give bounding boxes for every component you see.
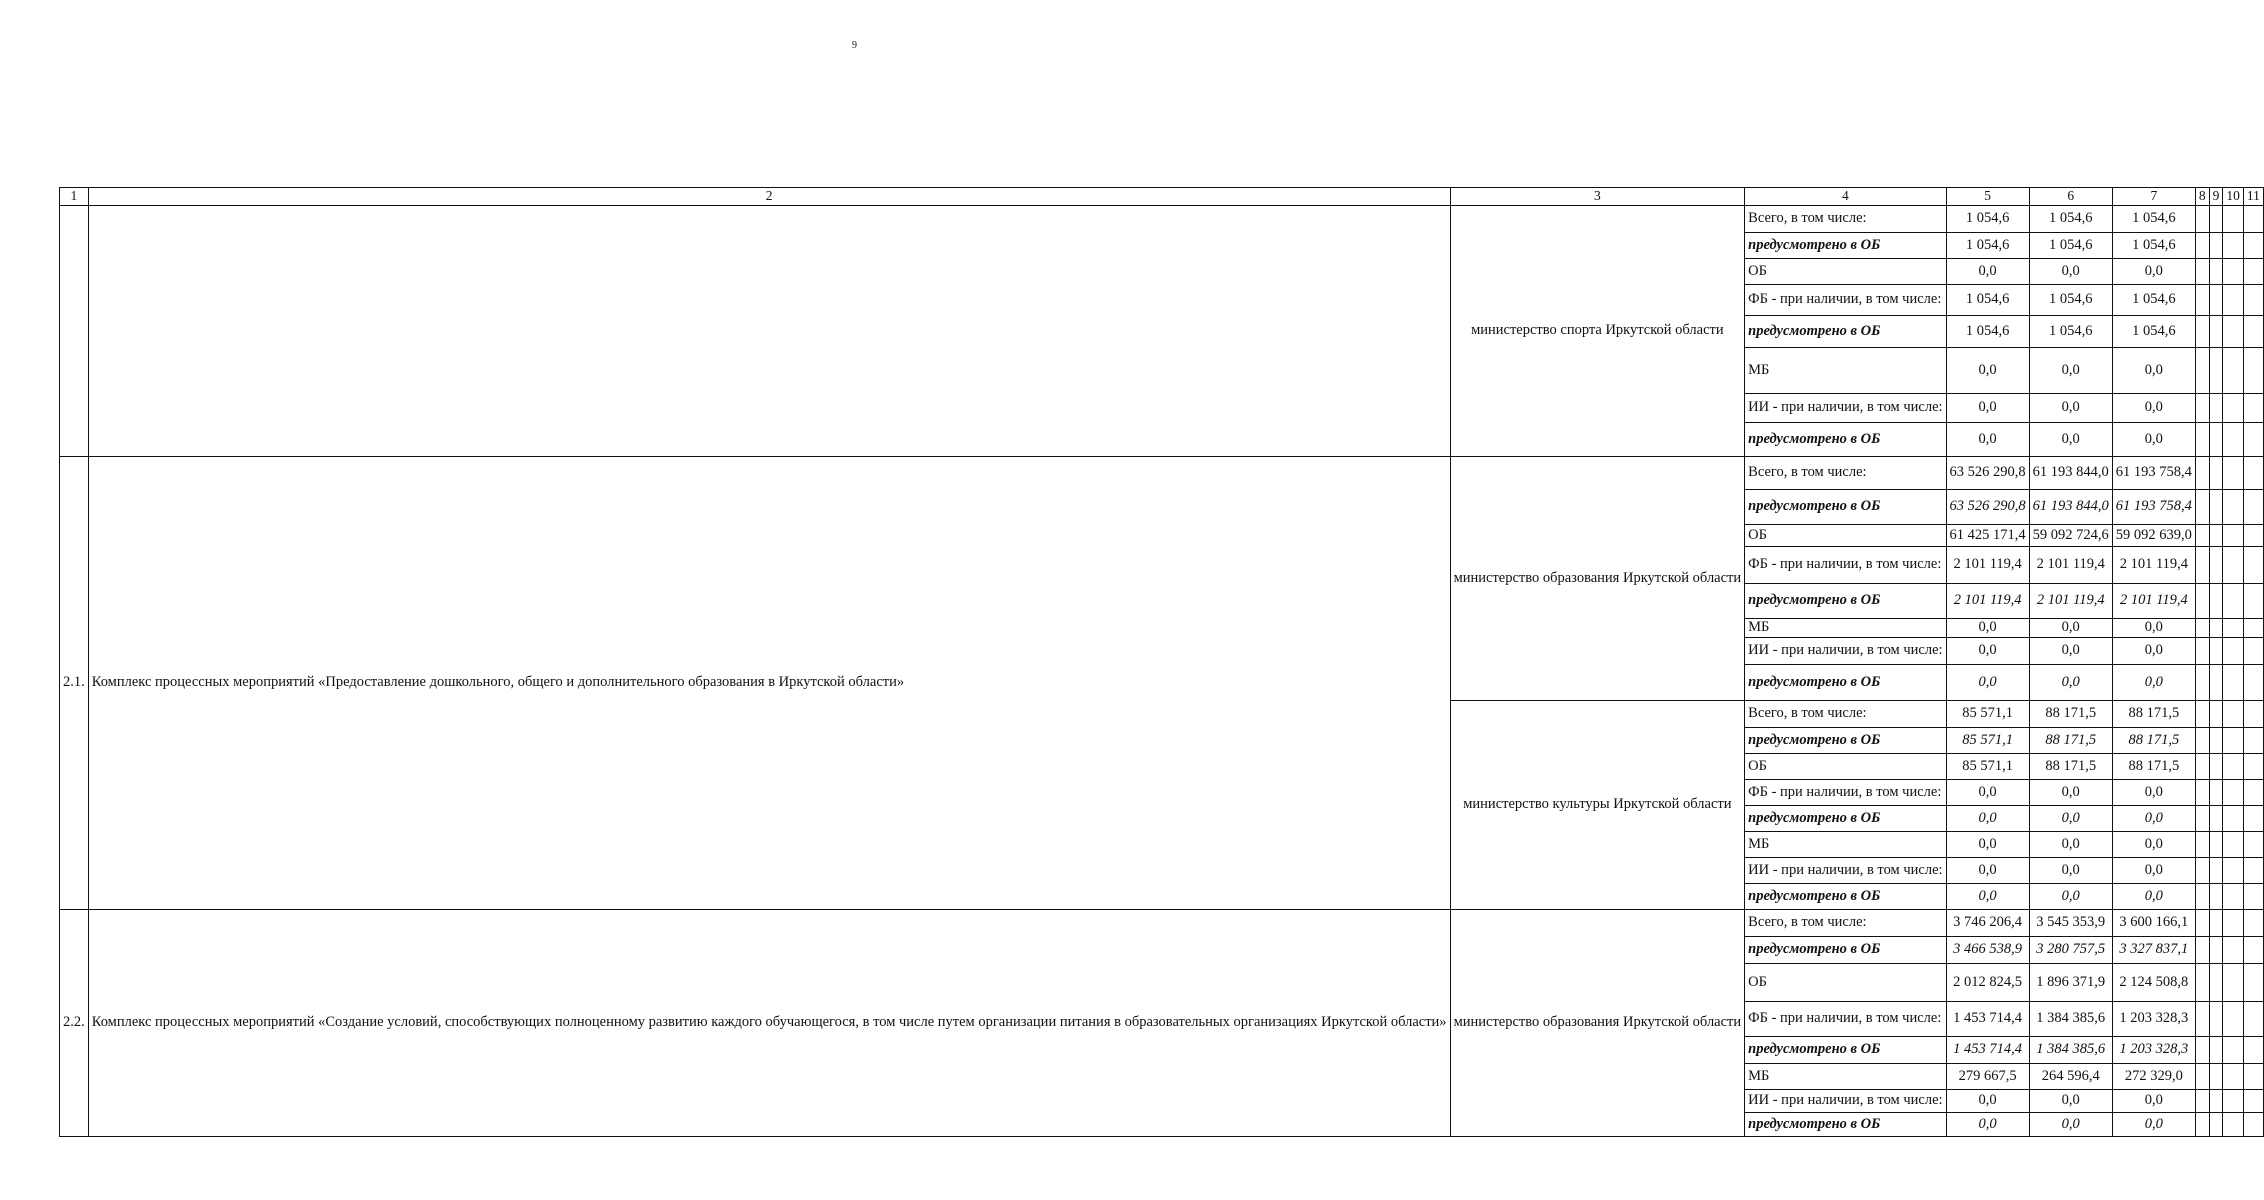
empty-cell [2243,754,2263,780]
empty-cell [2223,490,2244,525]
amount-year-2: 1 896 371,9 [2029,964,2112,1002]
empty-cell [2209,910,2223,937]
amount-year-1: 85 571,1 [1946,754,2029,780]
amount-year-3: 2 124 508,8 [2112,964,2195,1002]
empty-cell [2223,754,2244,780]
amount-year-1: 0,0 [1946,394,2029,423]
amount-year-2: 59 092 724,6 [2029,525,2112,547]
empty-cell [2195,701,2209,728]
empty-cell [2195,1113,2209,1137]
empty-cell [2195,665,2209,701]
amount-year-3: 0,0 [2112,638,2195,665]
empty-cell [2195,584,2209,619]
empty-cell [2209,619,2223,638]
empty-cell [2243,457,2263,490]
empty-cell [2195,728,2209,754]
empty-cell [2223,547,2244,584]
program-name: Комплекс процессных мероприятий «Предоставление дошкольного, общего и дополнительного образования в Иркутской области» [88,457,1450,910]
funding-source-label: ОБ [1745,754,1946,780]
empty-cell [2195,619,2209,638]
empty-cell [2209,285,2223,316]
empty-cell [2195,937,2209,964]
empty-cell [2243,937,2263,964]
amount-year-3: 88 171,5 [2112,701,2195,728]
table-row [60,457,2264,490]
amount-year-2: 0,0 [2029,394,2112,423]
amount-year-3: 88 171,5 [2112,754,2195,780]
amount-year-2: 88 171,5 [2029,728,2112,754]
amount-year-1: 85 571,1 [1946,701,2029,728]
empty-cell [2243,910,2263,937]
empty-cell [2209,638,2223,665]
empty-cell [2243,858,2263,884]
empty-cell [2223,1113,2244,1137]
column-number: 2 [88,188,1450,206]
empty-cell [2209,394,2223,423]
table-row [60,206,2264,233]
empty-cell [2223,619,2244,638]
empty-cell [2223,584,2244,619]
amount-year-1: 1 054,6 [1946,285,2029,316]
funding-source-label: ОБ [1745,525,1946,547]
amount-year-1: 1 453 714,4 [1946,1002,2029,1037]
column-number: 6 [2029,188,2112,206]
empty-cell [2223,665,2244,701]
empty-cell [2195,910,2209,937]
empty-cell [2195,233,2209,259]
amount-year-2: 0,0 [2029,619,2112,638]
amount-year-2: 1 054,6 [2029,206,2112,233]
amount-year-2: 0,0 [2029,638,2112,665]
empty-cell [2243,547,2263,584]
empty-cell [2223,884,2244,910]
empty-cell [2209,665,2223,701]
empty-cell [2243,206,2263,233]
amount-year-2: 0,0 [2029,348,2112,394]
amount-year-3: 0,0 [2112,832,2195,858]
empty-cell [2223,259,2244,285]
amount-year-1: 63 526 290,8 [1946,490,2029,525]
amount-year-1: 1 054,6 [1946,233,2029,259]
empty-cell [2243,1113,2263,1137]
empty-cell [2209,1002,2223,1037]
empty-cell [2195,394,2209,423]
funding-source-label: МБ [1745,348,1946,394]
empty-cell [2209,754,2223,780]
empty-cell [2243,728,2263,754]
table-row [60,910,2264,937]
empty-cell [2223,394,2244,423]
empty-cell [2195,206,2209,233]
empty-cell [2243,233,2263,259]
amount-year-1: 1 054,6 [1946,206,2029,233]
empty-cell [2209,884,2223,910]
empty-cell [2195,832,2209,858]
funding-source-label: Всего, в том числе: [1745,206,1946,233]
amount-year-3: 61 193 758,4 [2112,457,2195,490]
empty-cell [2223,701,2244,728]
funding-source-label: МБ [1745,619,1946,638]
empty-cell [2223,937,2244,964]
empty-cell [2209,1090,2223,1113]
empty-cell [2209,423,2223,457]
funding-source-label: предусмотрено в ОБ [1745,728,1946,754]
funding-source-label: ИИ - при наличии, в том числе: [1745,394,1946,423]
amount-year-1: 0,0 [1946,259,2029,285]
empty-cell [2223,910,2244,937]
amount-year-2: 61 193 844,0 [2029,457,2112,490]
empty-cell [2243,1037,2263,1064]
responsible-executor: министерство культуры Иркутской области [1450,701,1745,910]
page-number: 9 [852,40,857,51]
funding-source-label: ОБ [1745,964,1946,1002]
amount-year-3: 0,0 [2112,665,2195,701]
column-number-row [60,188,2264,206]
empty-cell [2223,423,2244,457]
amount-year-1: 0,0 [1946,348,2029,394]
empty-cell [2243,832,2263,858]
amount-year-3: 3 327 837,1 [2112,937,2195,964]
empty-cell [2195,858,2209,884]
amount-year-2: 0,0 [2029,259,2112,285]
amount-year-1: 0,0 [1946,806,2029,832]
funding-source-label: МБ [1745,832,1946,858]
amount-year-3: 2 101 119,4 [2112,547,2195,584]
amount-year-1: 0,0 [1946,858,2029,884]
empty-cell [2243,638,2263,665]
amount-year-3: 0,0 [2112,619,2195,638]
amount-year-1: 0,0 [1946,832,2029,858]
empty-cell [2195,285,2209,316]
amount-year-2: 0,0 [2029,665,2112,701]
empty-cell [2209,547,2223,584]
item-number [60,206,89,457]
column-number: 5 [1946,188,2029,206]
empty-cell [2209,259,2223,285]
empty-cell [2209,701,2223,728]
responsible-executor: министерство образования Иркутской области [1450,910,1745,1137]
amount-year-2: 0,0 [2029,858,2112,884]
empty-cell [2195,259,2209,285]
amount-year-2: 1 054,6 [2029,316,2112,348]
empty-cell [2223,316,2244,348]
empty-cell [2209,806,2223,832]
empty-cell [2209,832,2223,858]
funding-source-label: ФБ - при наличии, в том числе: [1745,780,1946,806]
empty-cell [2209,348,2223,394]
amount-year-3: 0,0 [2112,806,2195,832]
empty-cell [2195,1064,2209,1090]
empty-cell [2209,728,2223,754]
amount-year-1: 1 054,6 [1946,316,2029,348]
amount-year-3: 0,0 [2112,259,2195,285]
empty-cell [2195,638,2209,665]
empty-cell [2209,457,2223,490]
funding-source-label: предусмотрено в ОБ [1745,316,1946,348]
column-number: 10 [2223,188,2244,206]
empty-cell [2243,964,2263,1002]
amount-year-3: 0,0 [2112,394,2195,423]
column-number: 1 [60,188,89,206]
empty-cell [2243,423,2263,457]
amount-year-3: 1 203 328,3 [2112,1037,2195,1064]
funding-source-label: Всего, в том числе: [1745,457,1946,490]
program-name [88,206,1450,457]
amount-year-1: 279 667,5 [1946,1064,2029,1090]
amount-year-2: 61 193 844,0 [2029,490,2112,525]
empty-cell [2209,316,2223,348]
empty-cell [2223,638,2244,665]
empty-cell [2223,832,2244,858]
amount-year-1: 0,0 [1946,619,2029,638]
funding-source-label: Всего, в том числе: [1745,910,1946,937]
amount-year-1: 63 526 290,8 [1946,457,2029,490]
empty-cell [2243,490,2263,525]
item-number: 2.2. [60,910,89,1137]
funding-source-label: предусмотрено в ОБ [1745,1037,1946,1064]
empty-cell [2243,316,2263,348]
empty-cell [2223,348,2244,394]
amount-year-2: 1 384 385,6 [2029,1002,2112,1037]
empty-cell [2223,806,2244,832]
empty-cell [2209,490,2223,525]
amount-year-1: 0,0 [1946,884,2029,910]
amount-year-2: 1 054,6 [2029,233,2112,259]
empty-cell [2223,964,2244,1002]
amount-year-2: 1 384 385,6 [2029,1037,2112,1064]
amount-year-2: 0,0 [2029,1090,2112,1113]
empty-cell [2243,525,2263,547]
amount-year-3: 0,0 [2112,884,2195,910]
amount-year-2: 88 171,5 [2029,754,2112,780]
empty-cell [2223,1090,2244,1113]
amount-year-2: 264 596,4 [2029,1064,2112,1090]
empty-cell [2209,525,2223,547]
column-number: 8 [2195,188,2209,206]
amount-year-1: 3 746 206,4 [1946,910,2029,937]
empty-cell [2195,457,2209,490]
empty-cell [2223,525,2244,547]
empty-cell [2223,1064,2244,1090]
empty-cell [2195,348,2209,394]
empty-cell [2195,780,2209,806]
amount-year-1: 0,0 [1946,423,2029,457]
empty-cell [2223,1037,2244,1064]
empty-cell [2243,619,2263,638]
empty-cell [2243,1002,2263,1037]
program-name: Комплекс процессных мероприятий «Создание условий, способствующих полноценному развитию каждого обучающегося, в том числе путем организации питания в образовательных организациях Иркутской области» [88,910,1450,1137]
empty-cell [2223,1002,2244,1037]
funding-source-label: ИИ - при наличии, в том числе: [1745,1090,1946,1113]
amount-year-2: 0,0 [2029,806,2112,832]
funding-source-label: предусмотрено в ОБ [1745,233,1946,259]
empty-cell [2243,701,2263,728]
funding-source-label: предусмотрено в ОБ [1745,423,1946,457]
column-number: 11 [2243,188,2263,206]
empty-cell [2223,728,2244,754]
empty-cell [2195,964,2209,1002]
empty-cell [2195,316,2209,348]
empty-cell [2209,964,2223,1002]
funding-source-label: МБ [1745,1064,1946,1090]
funding-source-label: предусмотрено в ОБ [1745,806,1946,832]
empty-cell [2243,1090,2263,1113]
empty-cell [2209,1037,2223,1064]
empty-cell [2195,547,2209,584]
amount-year-1: 2 012 824,5 [1946,964,2029,1002]
empty-cell [2243,884,2263,910]
empty-cell [2209,780,2223,806]
empty-cell [2223,285,2244,316]
amount-year-3: 0,0 [2112,858,2195,884]
amount-year-1: 2 101 119,4 [1946,547,2029,584]
empty-cell [2209,206,2223,233]
amount-year-1: 1 453 714,4 [1946,1037,2029,1064]
empty-cell [2243,806,2263,832]
empty-cell [2243,285,2263,316]
amount-year-1: 0,0 [1946,1113,2029,1137]
empty-cell [2195,754,2209,780]
funding-source-label: предусмотрено в ОБ [1745,884,1946,910]
funding-source-label: ОБ [1745,259,1946,285]
empty-cell [2223,206,2244,233]
amount-year-1: 3 466 538,9 [1946,937,2029,964]
amount-year-3: 59 092 639,0 [2112,525,2195,547]
empty-cell [2195,423,2209,457]
funding-source-label: предусмотрено в ОБ [1745,1113,1946,1137]
finance-table [59,187,2264,1137]
empty-cell [2209,1113,2223,1137]
funding-source-label: предусмотрено в ОБ [1745,490,1946,525]
empty-cell [2243,584,2263,619]
empty-cell [2243,780,2263,806]
column-number: 3 [1450,188,1745,206]
empty-cell [2243,259,2263,285]
amount-year-2: 2 101 119,4 [2029,547,2112,584]
amount-year-2: 0,0 [2029,832,2112,858]
empty-cell [2243,348,2263,394]
empty-cell [2209,937,2223,964]
empty-cell [2195,490,2209,525]
funding-source-label: предусмотрено в ОБ [1745,937,1946,964]
empty-cell [2209,584,2223,619]
amount-year-3: 0,0 [2112,1113,2195,1137]
funding-source-label: Всего, в том числе: [1745,701,1946,728]
amount-year-3: 0,0 [2112,423,2195,457]
amount-year-2: 3 280 757,5 [2029,937,2112,964]
amount-year-3: 88 171,5 [2112,728,2195,754]
funding-source-label: ФБ - при наличии, в том числе: [1745,547,1946,584]
amount-year-3: 3 600 166,1 [2112,910,2195,937]
amount-year-3: 61 193 758,4 [2112,490,2195,525]
amount-year-1: 61 425 171,4 [1946,525,2029,547]
amount-year-1: 0,0 [1946,638,2029,665]
responsible-executor: министерство образования Иркутской области [1450,457,1745,701]
amount-year-2: 2 101 119,4 [2029,584,2112,619]
empty-cell [2195,1037,2209,1064]
funding-source-label: предусмотрено в ОБ [1745,584,1946,619]
empty-cell [2243,665,2263,701]
amount-year-2: 0,0 [2029,884,2112,910]
column-number: 4 [1745,188,1946,206]
funding-source-label: ИИ - при наличии, в том числе: [1745,858,1946,884]
empty-cell [2223,457,2244,490]
amount-year-3: 1 054,6 [2112,233,2195,259]
column-number: 7 [2112,188,2195,206]
amount-year-3: 2 101 119,4 [2112,584,2195,619]
amount-year-1: 0,0 [1946,780,2029,806]
funding-source-label: ФБ - при наличии, в том числе: [1745,1002,1946,1037]
empty-cell [2223,780,2244,806]
amount-year-3: 1 054,6 [2112,316,2195,348]
empty-cell [2243,1064,2263,1090]
responsible-executor: министерство спорта Иркутской области [1450,206,1745,457]
empty-cell [2195,1090,2209,1113]
amount-year-2: 0,0 [2029,1113,2112,1137]
empty-cell [2209,858,2223,884]
funding-source-label: ИИ - при наличии, в том числе: [1745,638,1946,665]
empty-cell [2209,233,2223,259]
amount-year-3: 272 329,0 [2112,1064,2195,1090]
funding-source-label: предусмотрено в ОБ [1745,665,1946,701]
amount-year-1: 2 101 119,4 [1946,584,2029,619]
amount-year-3: 0,0 [2112,780,2195,806]
amount-year-1: 0,0 [1946,665,2029,701]
empty-cell [2195,884,2209,910]
amount-year-3: 1 054,6 [2112,285,2195,316]
empty-cell [2223,858,2244,884]
amount-year-3: 0,0 [2112,348,2195,394]
empty-cell [2195,806,2209,832]
amount-year-2: 3 545 353,9 [2029,910,2112,937]
amount-year-2: 88 171,5 [2029,701,2112,728]
amount-year-3: 1 054,6 [2112,206,2195,233]
amount-year-2: 0,0 [2029,423,2112,457]
empty-cell [2195,1002,2209,1037]
empty-cell [2243,394,2263,423]
amount-year-3: 1 203 328,3 [2112,1002,2195,1037]
column-number: 9 [2209,188,2223,206]
amount-year-1: 85 571,1 [1946,728,2029,754]
amount-year-3: 0,0 [2112,1090,2195,1113]
funding-source-label: ФБ - при наличии, в том числе: [1745,285,1946,316]
item-number: 2.1. [60,457,89,910]
amount-year-1: 0,0 [1946,1090,2029,1113]
amount-year-2: 1 054,6 [2029,285,2112,316]
empty-cell [2209,1064,2223,1090]
amount-year-2: 0,0 [2029,780,2112,806]
empty-cell [2223,233,2244,259]
empty-cell [2195,525,2209,547]
